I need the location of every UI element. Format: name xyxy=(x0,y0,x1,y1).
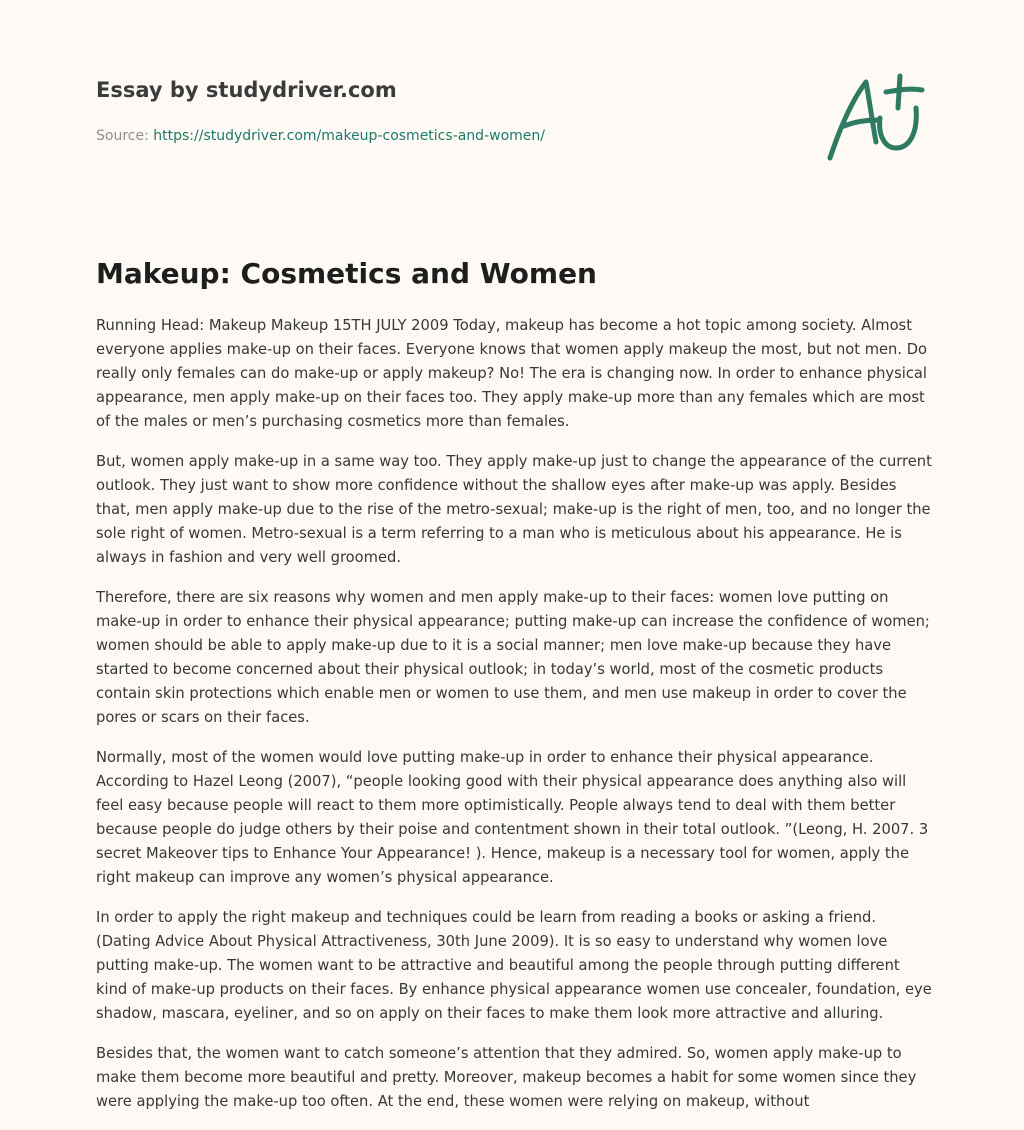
document-header xyxy=(96,76,796,146)
site-brand: Essay by studydriver.com xyxy=(96,78,397,102)
paragraph: Normally, most of the women would love putting make-up in order to enhance their physical appearance. According to Hazel Leong (2007), “people looking good with their physical appearance does anything also will feel easy because people will react to them more optimistically. People always tend to deal with them better because people do judge others by their poise and contentment shown in their total outlook. ”(Leong, H. 2007. 3 secret Makeover tips to Enhance Your Appearance! ). Hence, makeup is a necessary tool for women, apply the right makeup can improve any women’s physical appearance. xyxy=(96,749,929,886)
source-link[interactable]: https://studydriver.com/makeup-cosmetics-and-women/ xyxy=(153,128,545,144)
source-label: Source: xyxy=(96,128,154,144)
paragraph: But, women apply make-up in a same way too. They apply make-up just to change the appearance of the current outlook. They just want to show more confidence without the shallow eyes after make-up was apply. Besides that, men apply make-up due to the rise of the metro-sexual; make-up is the right of men, too, and no longer the sole right of women. Metro-sexual is a term referring to a man who is meticulous about his appearance. He is always in fashion and very well groomed. xyxy=(96,453,932,566)
a-plus-logo xyxy=(822,68,928,166)
essay-body xyxy=(96,314,934,1130)
essay-title: Makeup: Cosmetics and Women xyxy=(96,257,597,290)
paragraph: Therefore, there are six reasons why women and men apply make-up to their faces: women love putting on make-up in order to enhance their physical appearance; putting make-up can increase the confidence of women; women should be able to apply make-up due to it is a social manner; men love make-up because they have started to become concerned about their physical outlook; in today’s world, most of the cosmetic products contain skin protections which enable men or women to use them, and men use makeup in order to cover the pores or scars on their faces. xyxy=(96,589,930,726)
paragraph: In order to apply the right makeup and techniques could be learn from reading a books or asking a friend. (Dating Advice About Physical Attractiveness, 30th June 2009). It is so easy to understand why women love putting make-up. The women want to be attractive and beautiful among the people through putting different kind of make-up products on their faces. By enhance physical appearance women use concealer, foundation, eye shadow, mascara, eyeliner, and so on apply on their faces to make them look more attractive and alluring. xyxy=(96,909,932,1022)
source-line xyxy=(96,126,796,146)
paragraph: Running Head: Makeup Makeup 15TH JULY 2009 Today, makeup has become a hot topic among society. Almost everyone applies make-up on their faces. Everyone knows that women apply makeup the most, but not men. Do really only females can do make-up or apply makeup? No! The era is changing now. In order to enhance physical appearance, men apply make-up on their faces too. They apply make-up more than any females which are most of the males or men’s purchasing cosmetics more than females. xyxy=(96,317,927,430)
paragraph: Besides that, the women want to catch someone’s attention that they admired. So, women apply make-up to make them become more beautiful and pretty. Moreover, makeup becomes a habit for some women since they were applying the make-up too often. At the end, these women were relying on makeup, without xyxy=(96,1045,917,1110)
